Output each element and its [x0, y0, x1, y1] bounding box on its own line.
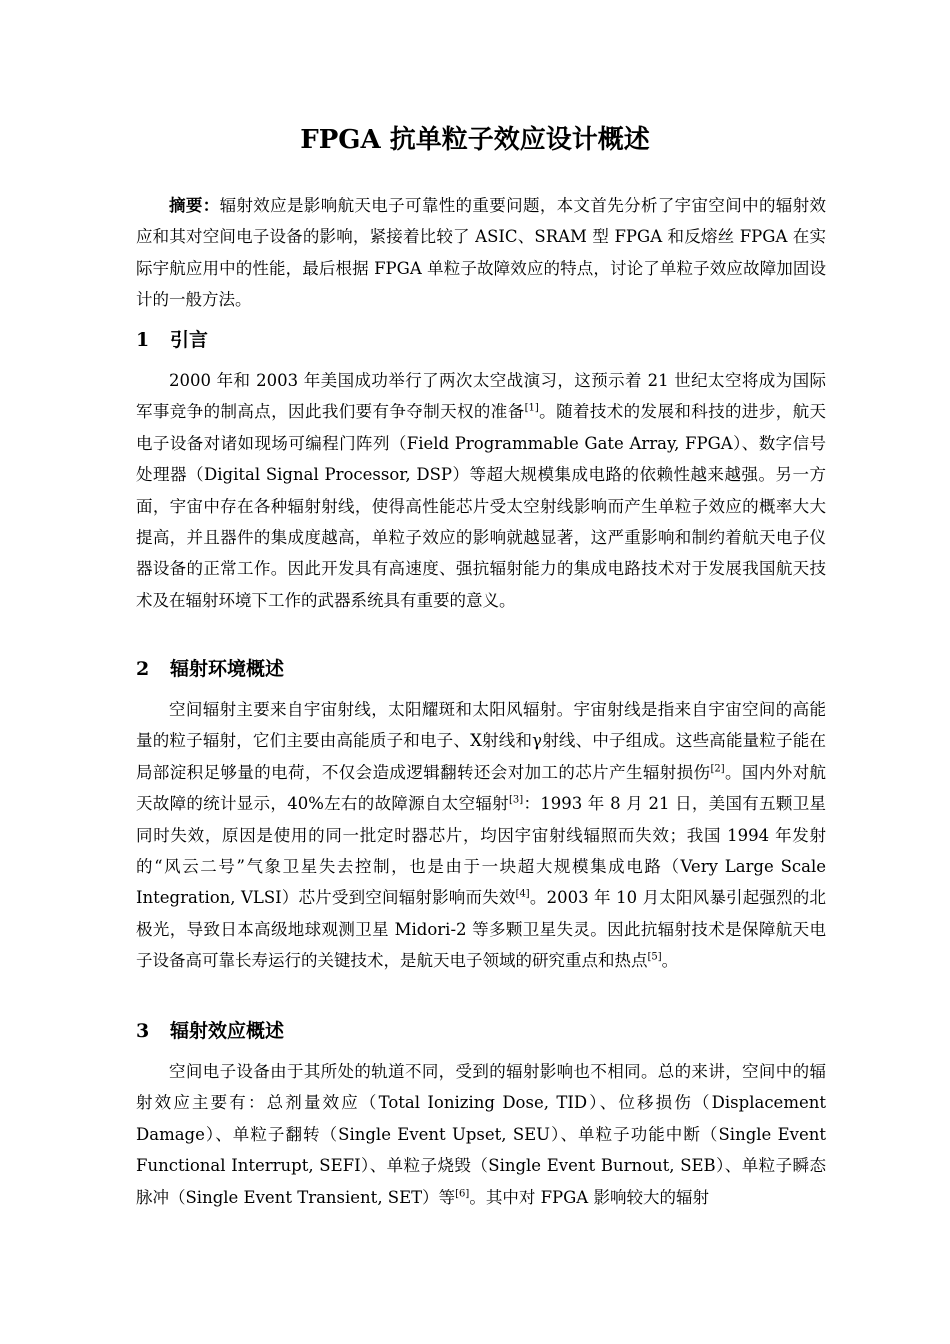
- citation-ref[interactable]: [2]: [710, 763, 725, 775]
- text-segment: 空间电子设备由于其所处的轨道不同，受到的辐射影响也不相同。总的来讲，空间中的辐射效应主要有：总剂量效应（Total Ionizing Dose, TID）、位移损伤（Displacement Damage）、单粒子翻转（Single Event Upset, SEU）、单粒子功能中断（Single Event Functional Interrupt, SEFI）、单粒子烧毁（Single Event Burnout, SEB）、单粒子瞬态脉冲（Single Event Transient, SET）等: [136, 1062, 826, 1207]
- section-number: 3: [136, 1020, 150, 1042]
- section-body-2: [136, 694, 826, 977]
- section-body-1: [136, 365, 826, 616]
- text-segment: 。: [661, 951, 679, 971]
- paragraph: [136, 1056, 826, 1213]
- paper-title: FPGA 抗单粒子效应设计概述: [300, 125, 650, 155]
- text-segment: 。国内外对航天故障的统计显示，40%左右的故障源自太空辐射: [136, 762, 827, 814]
- text-segment: 。其中对 FPGA 影响较大的辐射: [469, 1187, 709, 1207]
- citation-ref[interactable]: [4]: [515, 888, 530, 900]
- text-segment: 空间辐射主要来自宇宙射线，太阳耀斑和太阳风辐射。宇宙射线是指来自宇宙空间的高能量的粒子辐射，它们主要由高能质子和电子、X射线和γ射线、中子组成。这些高能量粒子能在局部淀积足够量的电荷，不仅会造成逻辑翻转还会对加工的芯片产生辐射损伤: [136, 700, 826, 782]
- abstract-text: 辐射效应是影响航天电子可靠性的重要问题，本文首先分析了宇宙空间中的辐射效应和其对空间电子设备的影响，紧接着比较了 ASIC、SRAM 型 FPGA 和反熔丝 FPGA 在实际宇航应用中的性能，最后根据 FPGA 单粒子故障效应的特点，讨论了单粒子效应故障加固设计的一般方法。: [136, 196, 827, 310]
- section-number: 2: [136, 658, 150, 680]
- section-heading-3: [136, 1017, 284, 1045]
- citation-ref[interactable]: [1]: [524, 402, 539, 414]
- text-segment: 。随着技术的发展和科技的进步，航天电子设备对诸如现场可编程门阵列（Field Programmable Gate Array, FPGA）、数字信号处理器（Digital Signal Processor, DSP）等超大规模集成电路的依赖性越来越强。另一方面，宇宙中存在各种辐射射线，使得高性能芯片受太空射线影响而产生单粒子效应的概率大大提高，并且器件的集成度越高，单粒子效应的影响就越显著，这严重影响和制约着航天电子仪器设备的正常工作。因此开发具有高速度、强抗辐射能力的集成电路技术对于发展我国航天技术及在辐射环境下工作的武器系统具有重要的意义。: [136, 402, 827, 610]
- text-segment: 。2003 年 10 月太阳风暴引起强烈的北极光，导致日本高级地球观测卫星 Midori-2 等多颗卫星失灵。因此抗辐射技术是保障航天电子设备高可靠长寿运行的关键技术，是航天电子领域的研究重点和热点: [136, 888, 826, 971]
- abstract: [136, 190, 826, 316]
- section-body-3: [136, 1056, 826, 1213]
- section-title: 辐射效应概述: [170, 1020, 285, 1042]
- section-heading-2: [136, 655, 284, 683]
- section-title: 引言: [170, 329, 209, 351]
- section-title: 辐射环境概述: [170, 658, 285, 680]
- paragraph: [136, 365, 826, 616]
- paragraph: [136, 694, 826, 977]
- abstract-label: 摘要：: [169, 196, 220, 215]
- abstract-paragraph: [136, 190, 826, 316]
- citation-ref[interactable]: [6]: [455, 1188, 470, 1200]
- citation-ref[interactable]: [5]: [647, 951, 662, 963]
- section-heading-1: [136, 326, 208, 354]
- text-segment: 2000 年和 2003 年美国成功举行了两次太空战演习，这预示着 21 世纪太空将成为国际军事竞争的制高点，因此我们要有争夺制天权的准备: [136, 371, 826, 422]
- citation-ref[interactable]: [3]: [509, 794, 524, 806]
- text-segment: ：1993 年 8 月 21 日，美国有五颗卫星同时失效，原因是使用的同一批定时器芯片，均因宇宙射线辐照而失效；我国 1994 年发射的“风云二号”气象卫星失去控制，也是由于一块超大规模集成电路（Very Large Scale Integration, VLSI）芯片受到空间辐射影响而失效: [136, 794, 826, 908]
- section-number: 1: [136, 329, 150, 351]
